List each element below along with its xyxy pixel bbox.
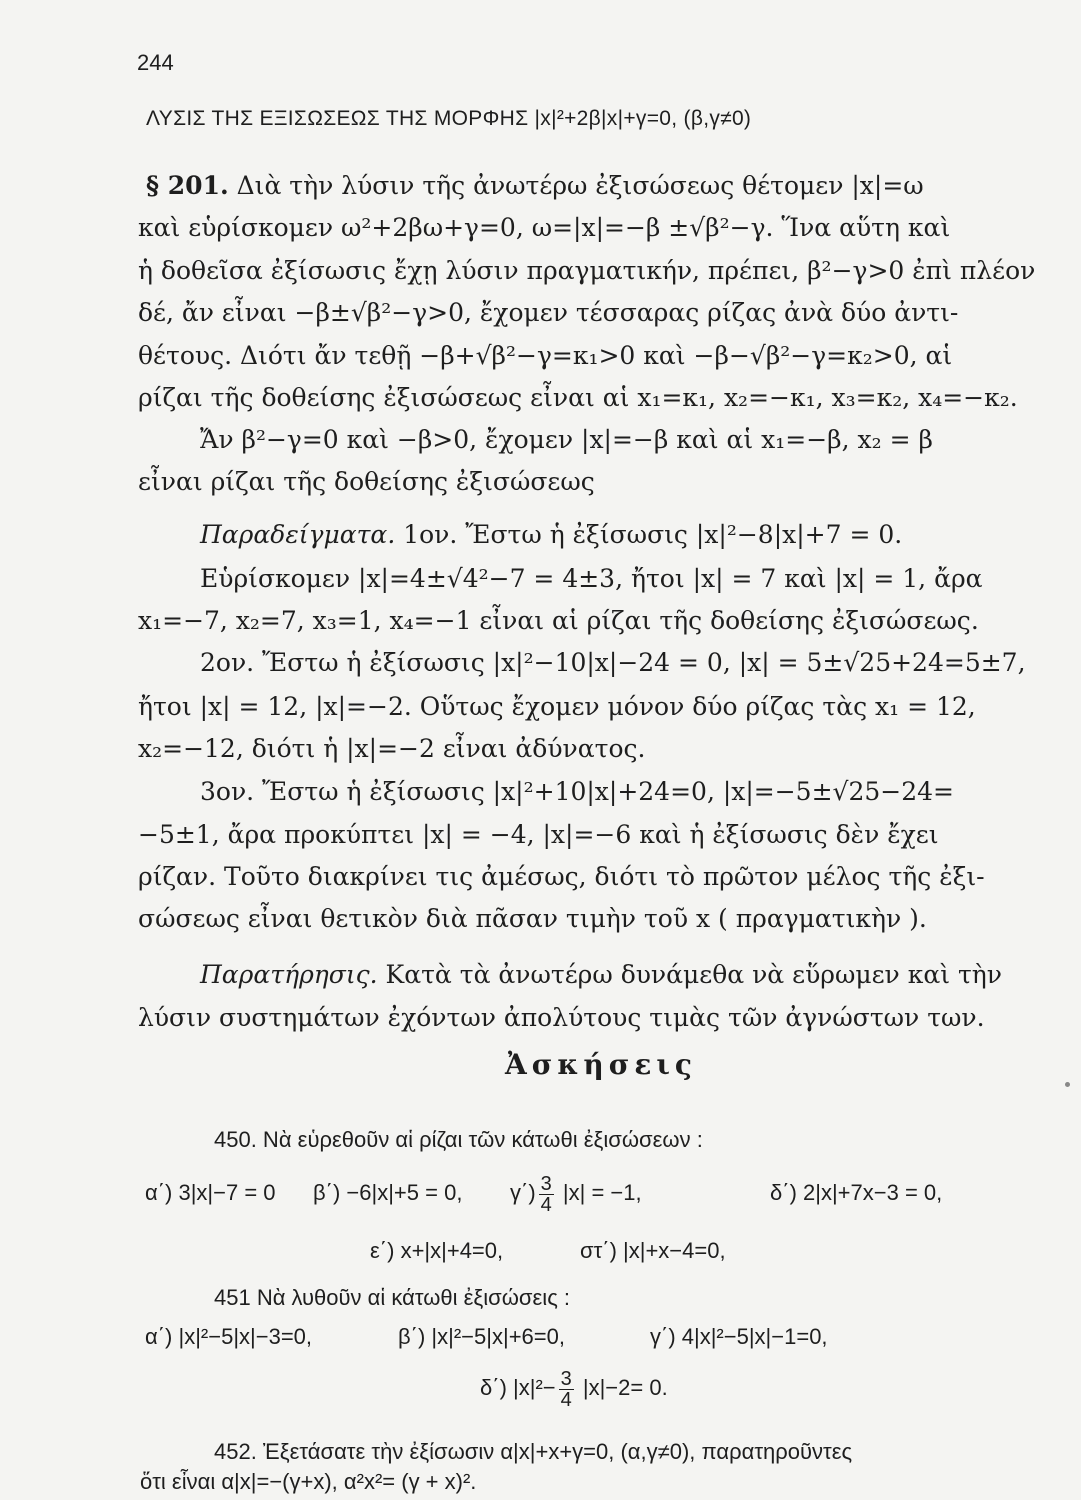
- exercise-450-d: δ΄) 2|x|+7x−3 = 0,: [770, 1180, 943, 1205]
- exercise-450-b: β΄) −6|x|+5 = 0,: [313, 1180, 463, 1205]
- page-number: 244: [137, 50, 174, 75]
- section-line-4: δέ, ἄν εἶναι −β±√β²−γ>0, ἔχομεν τέσσαρας ρίζας ἀνὰ δύο ἀντι-: [138, 298, 959, 327]
- exercise-451-d: δ΄) |x|²− $\frac{3}{4}$ |x|−2= 0.: [480, 1367, 668, 1411]
- section-line-5: θέτους. Διότι ἄν τεθῇ −β+√β²−γ=κ₁>0 καὶ −β−√β²−γ=κ₂>0, αἱ: [138, 341, 953, 370]
- example-3-line-2: −5±1, ἄρα προκύπτει |x| = −4, |x|=−6 καὶ ἡ ἐξίσωσις δὲν ἔχει: [138, 820, 939, 849]
- section-line-6: ρίζαι τῆς δοθείσης ἐξισώσεως εἶναι αἱ x₁=κ₁, x₂=−κ₁, x₃=κ₂, x₄=−κ₂.: [138, 383, 1018, 412]
- example-1-line-3: x₁=−7, x₂=7, x₃=1, x₄=−1 εἶναι αἱ ρίζαι τῆς δοθείσης ἐξισώσεως.: [138, 606, 979, 635]
- example-3-line-4: σώσεως εἶναι θετικὸν διὰ πᾶσαν τιμὴν τοῦ x ( πραγματικὴν ).: [138, 904, 927, 933]
- exercise-451-b: β΄) |x|²−5|x|+6=0,: [398, 1324, 565, 1349]
- remark-label: Παρατήρησις.: [200, 960, 378, 989]
- section-line-3: ἡ δοθεῖσα ἐξίσωσις ἔχῃ λύσιν πραγματικήν, πρέπει, β²−γ>0 ἐπὶ πλέον: [138, 256, 1036, 285]
- section-line-2: καὶ εὑρίσκομεν ω²+2βω+γ=0, ω=|x|=−β ±√β²−γ. Ἵνα αὕτη καὶ: [138, 213, 951, 242]
- examples-label: Παραδείγματα.: [200, 520, 396, 549]
- remark-line-2: λύσιν συστημάτων ἐχόντων ἀπολύτους τιμὰς τῶν ἀγνώστων των.: [138, 1003, 985, 1032]
- exercise-451-intro: 451 Νὰ λυθοῦν αἱ κάτωθι ἐξισώσεις :: [214, 1285, 571, 1310]
- exercise-450-intro: 450. Νὰ εὑρεθοῦν αἱ ρίζαι τῶν κάτωθι ἐξισώσεων :: [214, 1127, 703, 1152]
- example-3-line-3: ρίζαν. Τοῦτο διακρίνει τις ἀμέσως, διότι τὸ πρῶτον μέλος τῆς ἐξι-: [138, 862, 985, 891]
- example-1-line-2: Εὑρίσκομεν |x|=4±√4²−7 = 4±3, ἤτοι |x| = 7 καὶ |x| = 1, ἄρα: [200, 564, 983, 593]
- exercise-450-a: α΄) 3|x|−7 = 0: [145, 1180, 276, 1205]
- section-header: ΛΥΣΙΣ ΤΗΣ ΕΞΙΣΩΣΕΩΣ ΤΗΣ ΜΟΡΦΗΣ |x|²+2β|x|+γ=0, (β,γ≠0): [146, 107, 752, 130]
- example-2-line-2: ἤτοι |x| = 12, |x|=−2. Οὕτως ἔχομεν μόνον δύο ρίζας τὰς x₁ = 12,: [138, 692, 976, 721]
- exercise-452-line-2: ὅτι εἶναι α|x|=−(γ+x), α²x²= (γ + x)².: [140, 1469, 477, 1494]
- exercises-heading: Ἀσκήσεις: [505, 1048, 697, 1081]
- section-line-8: εἶναι ρίζαι τῆς δοθείσης ἐξισώσεως: [138, 467, 595, 496]
- exercise-452-line-1: 452. Ἐξετάσατε τὴν ἐξίσωσιν α|x|+x+γ=0, (α,γ≠0), παρατηροῦντες: [214, 1439, 853, 1464]
- exercise-450-c: γ΄) $\frac{3}{4}$ |x| = −1,: [510, 1172, 642, 1216]
- section-line-1: § 201. Διὰ τὴν λύσιν τῆς ἀνωτέρω ἐξισώσεως θέτομεν |x|=ω: [146, 171, 924, 200]
- exercise-451-a: α΄) |x|²−5|x|−3=0,: [145, 1324, 313, 1349]
- fraction-3-4: $\frac{3}{4}$: [560, 1367, 572, 1411]
- paper-speck: [1065, 1082, 1070, 1087]
- exercise-451-c: γ΄) 4|x|²−5|x|−1=0,: [650, 1324, 828, 1349]
- example-2-line-3: x₂=−12, διότι ἡ |x|=−2 εἶναι ἀδύνατος.: [138, 734, 646, 763]
- exercise-450-f: στ΄) |x|+x−4=0,: [580, 1238, 726, 1263]
- exercise-450-e: ε΄) x+|x|+4=0,: [370, 1238, 504, 1263]
- example-3-line-1: 3ον. Ἔστω ἡ ἐξίσωσις |x|²+10|x|+24=0, |x|=−5±√25−24=: [200, 777, 954, 806]
- remark-line-1: Παρατήρησις. Κατὰ τὰ ἀνωτέρω δυνάμεθα νὰ εὕρωμεν καὶ τὴν: [200, 960, 1002, 989]
- section-number: § 201.: [146, 171, 229, 200]
- example-1-line-1: Παραδείγματα. 1ον. Ἔστω ἡ ἐξίσωσις |x|²−8|x|+7 = 0.: [200, 520, 903, 549]
- example-2-line-1: 2ον. Ἔστω ἡ ἐξίσωσις |x|²−10|x|−24 = 0, |x| = 5±√25+24=5±7,: [200, 648, 1026, 677]
- section-line-7: Ἄν β²−γ=0 καὶ −β>0, ἔχομεν |x|=−β καὶ αἱ x₁=−β, x₂ = β: [200, 425, 933, 454]
- fraction-3-4: $\frac{3}{4}$: [540, 1172, 552, 1216]
